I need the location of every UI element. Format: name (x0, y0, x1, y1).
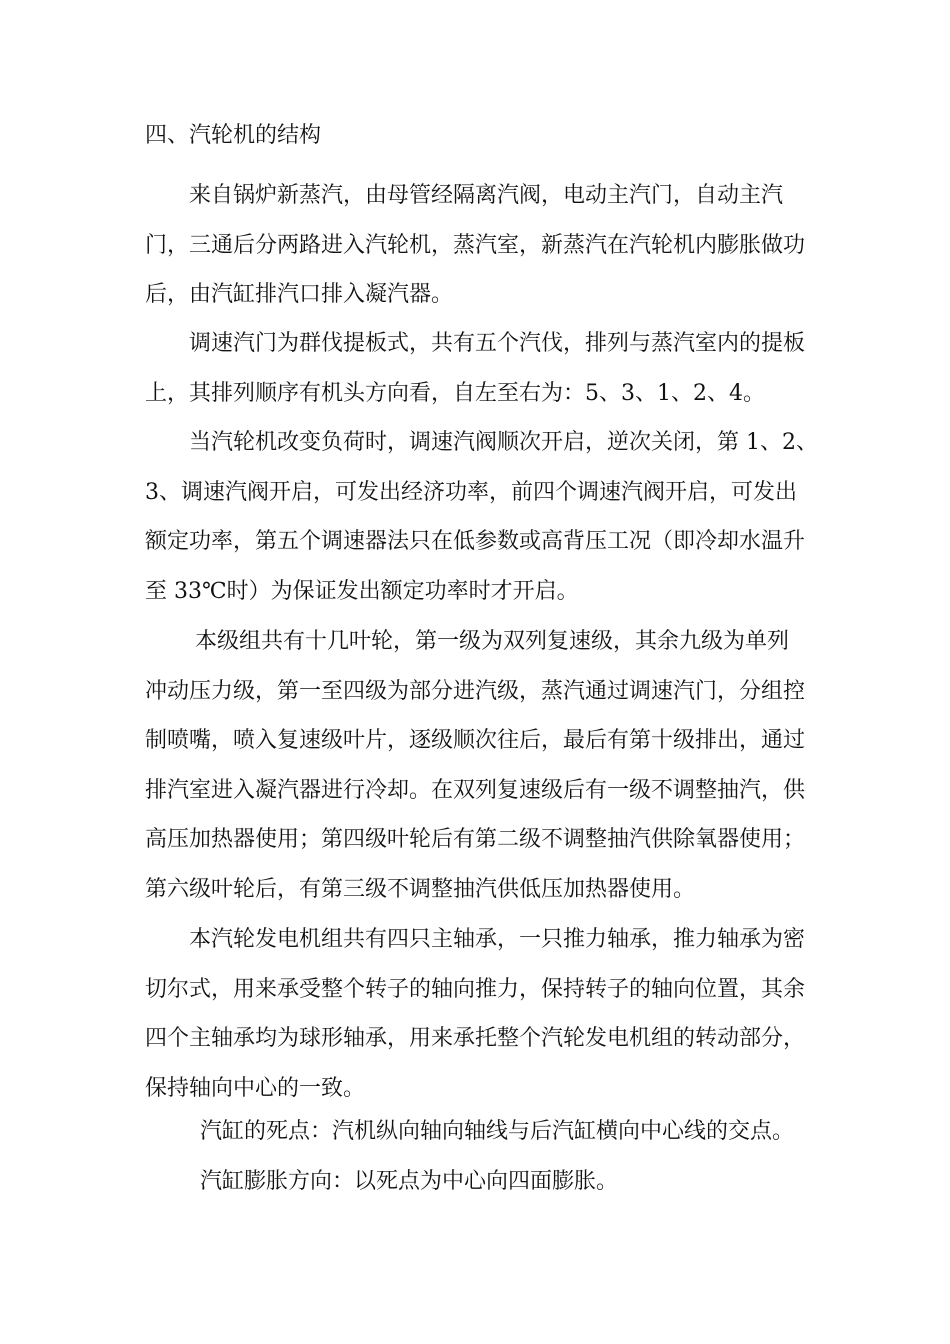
paragraph-governor-valves (145, 319, 810, 418)
paragraph-line: 切尔式，用来承受整个转子的轴向推力，保持转子的轴向位置，其余 (145, 976, 806, 1002)
paragraph-line: 额定功率，第五个调速器法只在低参数或高背压工况（即冷却水温升 (145, 529, 806, 554)
section-heading: 四、汽轮机的结构 (145, 123, 322, 148)
paragraph-line: 本汽轮发电机组共有四只主轴承，一只推力轴承，推力轴承为密 (189, 927, 806, 952)
paragraph-line: 3、调速汽阀开启，可发出经济功率，前四个调速汽阀开启，可发出 (145, 479, 797, 505)
paragraph-line: 冲动压力级，第一至四级为部分进汽级，蒸汽通过调速汽门，分组控 (145, 678, 806, 704)
paragraph-line: 至 33℃时）为保证发出额定功率时才开启。 (145, 578, 579, 604)
paragraph-dead-point: 汽缸的死点：汽机纵向轴向轴线与后汽缸横向中心线的交点。 (200, 1119, 795, 1144)
paragraph-line: 高压加热器使用；第四级叶轮后有第二级不调整抽汽供除氧器使用； (145, 827, 806, 852)
paragraph-line: 后，由汽缸排汽口排入凝汽器。 (145, 282, 454, 307)
paragraph-line: 当汽轮机改变负荷时，调速汽阀顺次开启，逆次关闭，第 1、2、 (189, 430, 818, 455)
paragraph-line: 保持轴向中心的一致。 (145, 1075, 366, 1101)
paragraph-line: 调速汽门为群伐提板式，共有五个汽伐，排列与蒸汽室内的提板 (189, 331, 806, 356)
paragraph-steam-path-cont (145, 221, 810, 320)
paragraph-line: 第六级叶轮后，有第三级不调整抽汽供低压加热器使用。 (145, 876, 696, 902)
paragraph-line: 本级组共有十几叶轮，第一级为双列复速级，其余九级为单列 (195, 629, 790, 654)
paragraph-expansion-direction: 汽缸膨胀方向：以死点为中心向四面膨胀。 (200, 1169, 619, 1194)
paragraph-line: 四个主轴承均为球形轴承，用来承托整个汽轮发电机组的转动部分， (145, 1026, 806, 1051)
paragraph-line: 制喷嘴，喷入复速级叶片，逐级顺次往后，最后有第十级排出，通过 (145, 728, 806, 753)
paragraph-line: 来自锅炉新蒸汽，由母管经隔离汽阀，电动主汽门，自动主汽 (189, 183, 784, 208)
paragraph-line: 门，三通后分两路进入汽轮机，蒸汽室，新蒸汽在汽轮机内膨胀做功 (145, 232, 806, 258)
paragraph-stage-group (145, 617, 810, 914)
paragraph-steam-path (145, 171, 810, 221)
paragraph-line: 上，其排列顺序有机头方向看，自左至右为：5、3、1、2、4。 (145, 380, 765, 406)
paragraph-bearings (145, 915, 810, 1113)
paragraph-line: 排汽室进入凝汽器进行冷却。在双列复速级后有一级不调整抽汽，供 (145, 777, 806, 803)
paragraph-load-change (145, 418, 818, 616)
